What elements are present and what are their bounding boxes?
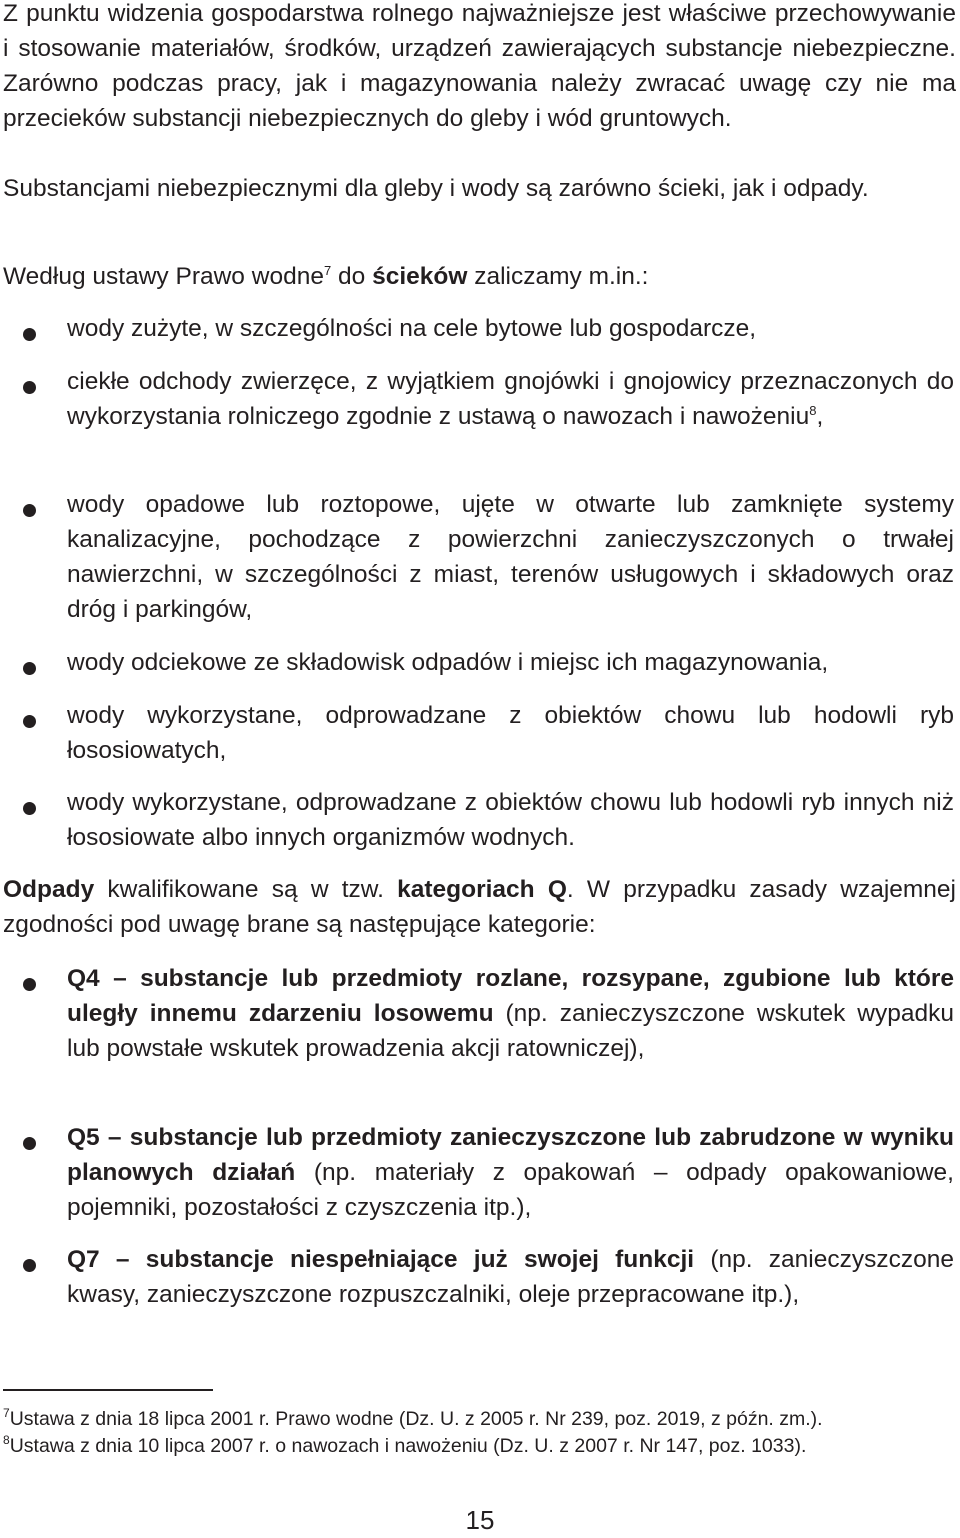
bullet-icon <box>23 715 36 728</box>
wastewater-intro-end: zaliczamy m.in.: <box>467 263 649 290</box>
bullet-icon <box>23 978 36 991</box>
list-item-text <box>67 1120 954 1225</box>
list-item-text <box>67 364 954 434</box>
footnote-number: 8 <box>3 1433 10 1447</box>
footnote-8 <box>3 1433 958 1459</box>
wastewater-intro <box>0 259 960 294</box>
list-item-body: ciekłe odchody zwierzęce, z wyjątkiem gnojówki i gnojowicy przeznaczonych do wykorzystania rolniczego zgodnie z ustawą o nawozach i nawożeniu <box>67 368 954 430</box>
bullet-icon <box>23 1259 36 1272</box>
list-item-text: wody zużyte, w szczególności na cele bytowe lub gospodarcze, <box>67 315 757 342</box>
list-item-text <box>67 1242 954 1312</box>
bullet-icon <box>23 328 36 341</box>
list-item-text: wody wykorzystane, odprowadzane z obiektów chowu lub hodowli ryb innych niż łososiowate albo innych organizmów wodnych. <box>67 789 954 851</box>
waste-text-2: . W przypadku zasady wzajemnej zgodności pod uwagę brane są następujące kategorie: <box>3 876 956 938</box>
q-categories-term: kategoriach Q <box>397 876 567 903</box>
bullet-icon <box>23 662 36 675</box>
footnote-text: Ustawa z dnia 18 lipca 2001 r. Prawo wodne (Dz. U. z 2005 r. Nr 239, poz. 2019, z późn. zm.). <box>9 1408 823 1430</box>
footnote-ref-8: 8 <box>809 403 817 418</box>
wastewater-term: ścieków <box>372 263 468 290</box>
bullet-icon <box>23 504 36 517</box>
list-item-text <box>67 961 954 1066</box>
intro-paragraph: Z punktu widzenia gospodarstwa rolnego najważniejsze jest właściwe przechowywanie i stosowanie materiałów, środków, urządzeń zawierających substancje niebezpieczne. Zarówno podczas pracy, jak i magazynowania należy zwracać uwagę czy nie ma przecieków substancji niebezpiecznych do gleby i wód gruntowych. <box>3 0 956 132</box>
waste-text-1: kwalifikowane są w tzw. <box>94 876 398 903</box>
footnote-separator <box>3 1389 213 1391</box>
footnote-number: 7 <box>3 1406 10 1420</box>
bullet-icon <box>23 381 36 394</box>
q-category-desc: (np. materiały z opakowań – odpady opakowaniowe, pojemniki, pozostałości z czyszczenia itp.), <box>67 1159 954 1221</box>
wastewater-intro-mid: do <box>331 263 373 290</box>
footnote-text: Ustawa z dnia 10 lipca 2007 r. o nawozach i nawożeniu (Dz. U. z 2007 r. Nr 147, poz. 1033). <box>9 1435 807 1457</box>
hazardous-paragraph: Substancjami niebezpiecznymi dla gleby i wody są zarówno ścieki, jak i odpady. <box>3 175 869 202</box>
waste-term: Odpady <box>3 876 95 903</box>
bullet-icon <box>23 1137 36 1150</box>
list-item-text: wody wykorzystane, odprowadzane z obiektów chowu lub hodowli ryb łososiowatych, <box>67 702 954 764</box>
wastewater-intro-text: Według ustawy Prawo wodne <box>3 263 324 290</box>
footnote-ref-7: 7 <box>323 263 332 278</box>
q-category-title: Q7 – substancje niespełniające już swojej funkcji <box>67 1246 695 1273</box>
q-category-title: Q4 – substancje lub przedmioty rozlane, rozsypane, zgubione lub które uległy innemu zdarzeniu losowemu <box>67 965 954 1027</box>
q-category-title: Q5 – substancje lub przedmioty zanieczyszczone lub zabrudzone w wyniku planowych działań <box>67 1124 954 1186</box>
bullet-icon <box>23 802 36 815</box>
list-item-text: wody opadowe lub roztopowe, ujęte w otwarte lub zamknięte systemy kanalizacyjne, pochodzące z powierzchni zanieczyszczonych o trwałej nawierzchni, w szczególności z miast, terenów usługowych i składowych oraz dróg i parkingów, <box>67 491 954 623</box>
q-category-desc: (np. zanieczyszczone kwasy, zanieczyszczone rozpuszczalniki, oleje przepracowane itp.), <box>67 1246 955 1308</box>
footnote-7 <box>3 1406 958 1432</box>
waste-paragraph <box>0 872 960 942</box>
list-item-tail: , <box>816 403 824 430</box>
page-number: 15 <box>465 1505 495 1535</box>
q-category-desc: (np. zanieczyszczone wskutek wypadku lub powstałe wskutek prowadzenia akcji ratowniczej), <box>67 1000 954 1062</box>
list-item-text: wody odciekowe ze składowisk odpadów i miejsc ich magazynowania, <box>67 649 829 676</box>
